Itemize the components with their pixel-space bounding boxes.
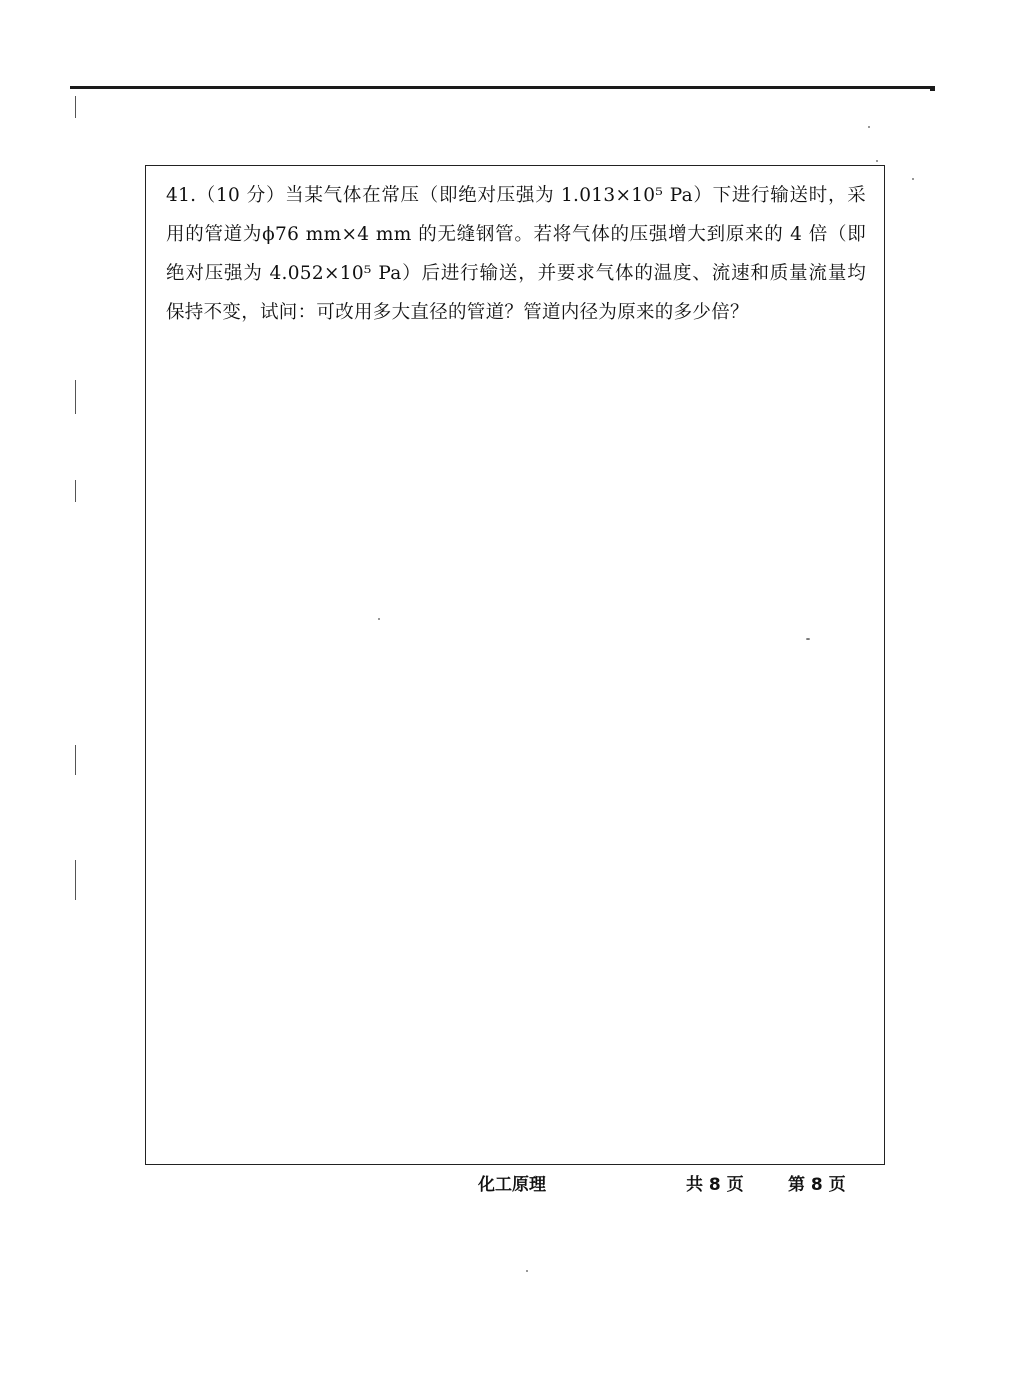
scan-speck: [526, 1270, 528, 1272]
binding-mark: [75, 860, 76, 900]
footer-subject: 化工原理: [478, 1175, 546, 1195]
scan-speck: [868, 126, 870, 128]
footer-total-pages: 共 8 页: [686, 1175, 744, 1195]
scan-speck: [806, 638, 810, 640]
header-rule: [70, 86, 930, 89]
scan-speck: [876, 160, 878, 162]
header-rule-end: [930, 86, 935, 91]
binding-mark: [75, 96, 76, 118]
binding-mark: [75, 745, 76, 775]
binding-mark: [75, 380, 76, 414]
binding-mark: [75, 480, 76, 502]
scan-speck: [378, 618, 380, 620]
question-text: 41.（10 分）当某气体在常压（即绝对压强为 1.013×10⁵ Pa）下进行输送时，采用的管道为ϕ76 mm×4 mm 的无缝钢管。若将气体的压强增大到原来的 4 倍（即绝对压强为 4.052×10⁵ Pa）后进行输送，并要求气体的温度、流速和质量流量均保持不变，试问：可改用多大直径的管道？管道内径为原来的多少倍？: [166, 185, 866, 323]
footer-current-page: 第 8 页: [788, 1175, 846, 1195]
scan-speck: [912, 178, 914, 180]
question-box: [145, 165, 885, 1165]
